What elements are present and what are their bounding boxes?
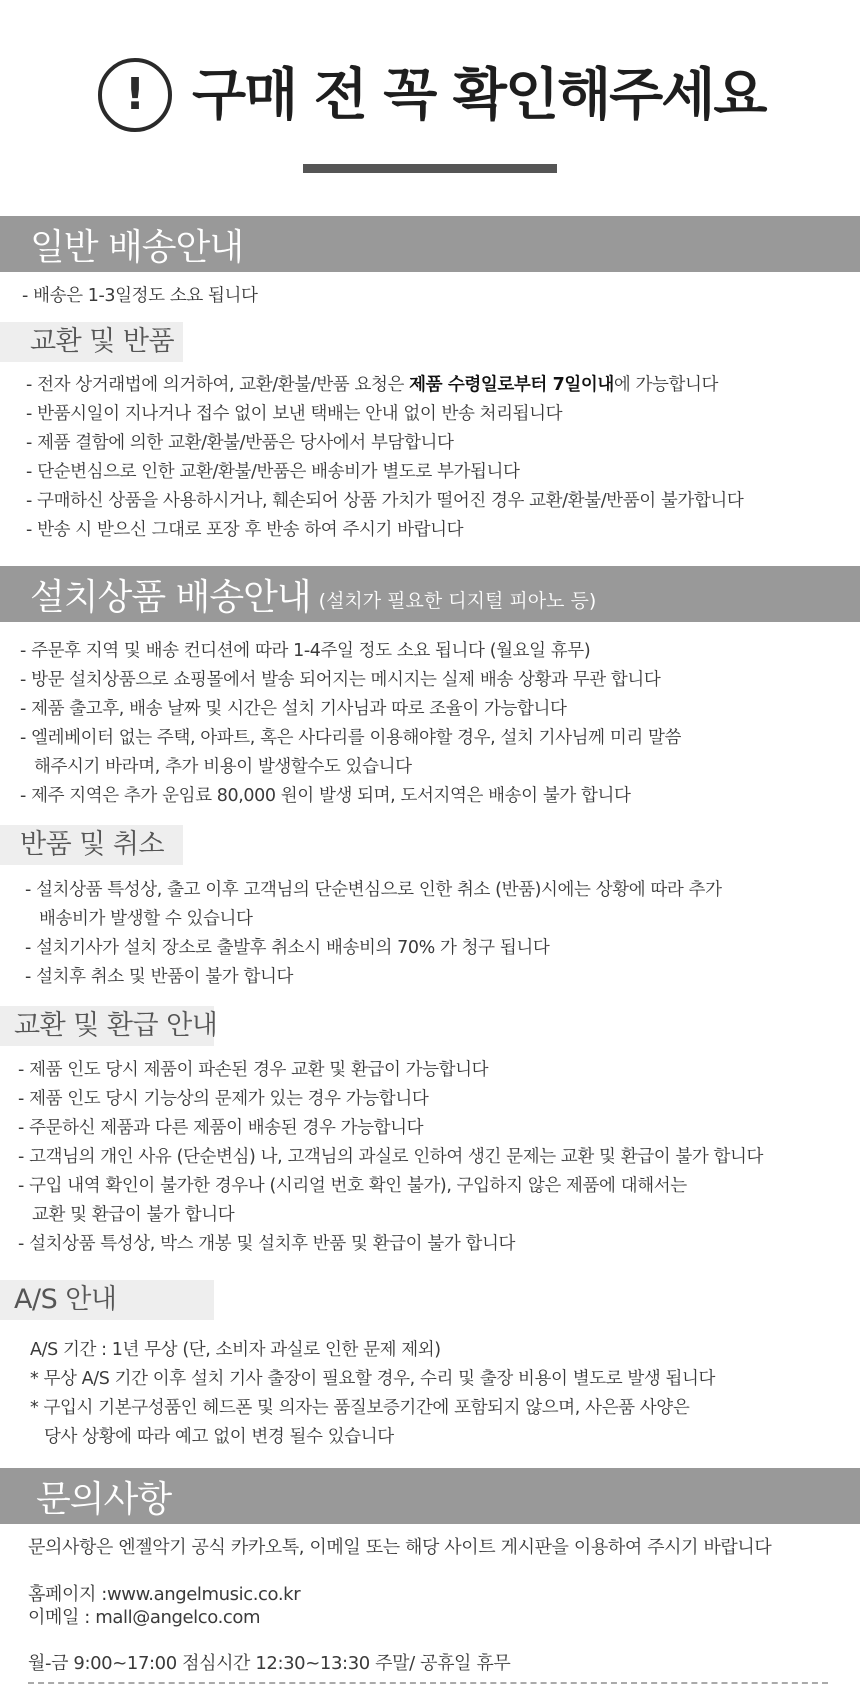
as-list: [30, 1336, 715, 1452]
section-title: 교환 및 환급 안내: [14, 1010, 218, 1041]
list-item: - 구입 내역 확인이 불가한 경우나 (시리얼 번호 확인 불가), 구입하지 않은 제품에 대해서는: [18, 1176, 687, 1196]
list-item: * 구입시 기본구성품인 헤드폰 및 의자는 품질보증기간에 포함되지 않으며, 사은품 사양은: [30, 1398, 690, 1418]
list-item: - 고객님의 개인 사유 (단순변심) 나, 고객님의 과실로 인하여 생긴 문제는 교환 및 환급이 불가 합니다: [18, 1147, 764, 1167]
list-item: - 설치기사가 설치 장소로 출발후 취소시 배송비의 70% 가 청구 됩니다: [25, 938, 550, 958]
list-item: - 설치상품 특성상, 출고 이후 고객님의 단순변심으로 인한 취소 (반품)시에는 상황에 따라 추가: [25, 880, 722, 900]
section-install-shipping-header: [0, 566, 860, 622]
notice-header: [0, 0, 860, 200]
list-item: [26, 371, 743, 400]
section-as-header: [0, 1280, 214, 1320]
section-exchange-refund-header: [0, 1006, 218, 1046]
list-item: - 반품시일이 지나거나 접수 없이 보낸 택배는 안내 없이 반송 처리됩니다: [26, 404, 563, 424]
list-item-continued: 배송비가 발생할 수 있습니다: [39, 909, 253, 929]
exclamation-circle-icon: !: [98, 58, 172, 132]
list-item: - 제품 결함에 의한 교환/환불/반품은 당사에서 부담합니다: [26, 433, 454, 453]
exchange-refund-list: [18, 1056, 763, 1259]
list-item-continued: 당사 상황에 따라 예고 없이 변경 될수 있습니다: [44, 1427, 394, 1447]
list-item: - 구매하신 상품을 사용하시거나, 훼손되어 상품 가치가 떨어진 경우 교환/환불/반품이 불가합니다: [26, 491, 744, 511]
item-text: 에 가능합니다: [613, 375, 719, 395]
list-item: - 주문하신 제품과 다른 제품이 배송된 경우 가능합니다: [18, 1118, 424, 1138]
list-item: - 설치상품 특성상, 박스 개봉 및 설치후 반품 및 환급이 불가 합니다: [18, 1234, 515, 1254]
section-title: 교환 및 반품: [30, 326, 175, 357]
page-title: 구매 전 꼭 확인해주세요: [192, 63, 766, 128]
list-item: - 단순변심으로 인한 교환/환불/반품은 배송비가 별도로 부가됩니다: [26, 462, 520, 482]
exchange-return-list: [26, 371, 743, 545]
list-item: - 제품 인도 당시 제품이 파손된 경우 교환 및 환급이 가능합니다: [18, 1060, 489, 1080]
list-item: - 제품 출고후, 배송 날짜 및 시간은 설치 기사님과 따로 조율이 가능합니다: [20, 699, 567, 719]
list-item: - 제품 인도 당시 기능상의 문제가 있는 경우 가능합니다: [18, 1089, 429, 1109]
section-return-cancel-header: [0, 825, 183, 865]
list-item: - 주문후 지역 및 배송 컨디션에 따라 1-4주일 정도 소요 됩니다 (월요일 휴무): [20, 641, 591, 661]
item-text: - 전자 상거래법에 의거하여, 교환/환불/반품 요청은: [26, 375, 410, 395]
shipping-list: [22, 282, 258, 311]
list-item: - 방문 설치상품으로 쇼핑몰에서 발송 되어지는 메시지는 실제 배송 상황과 무관 합니다: [20, 670, 661, 690]
section-title: 문의사항: [36, 1478, 172, 1520]
section-title: 설치상품 배송안내: [30, 576, 311, 618]
list-item: - 배송은 1-3일정도 소요 됩니다: [22, 286, 258, 306]
contact-email: 이메일 : mall@angelco.com: [28, 1607, 261, 1628]
list-item: A/S 기간 : 1년 무상 (단, 소비자 과실로 인한 문제 제외): [30, 1340, 441, 1360]
contact-homepage: 홈페이지 :www.angelmusic.co.kr: [28, 1584, 301, 1605]
section-contact-header: [0, 1468, 860, 1524]
contact-hours: 월-금 9:00~17:00 점심시간 12:30~13:30 주말/ 공휴일 휴무: [28, 1653, 511, 1674]
title-underline: [303, 164, 557, 173]
list-item: - 설치후 취소 및 반품이 불가 합니다: [25, 967, 293, 987]
contact-intro: 문의사항은 엔젤악기 공식 카카오톡, 이메일 또는 해당 사이트 게시판을 이용하여 주시기 바랍니다: [28, 1537, 772, 1558]
list-item: * 무상 A/S 기간 이후 설치 기사 출장이 필요할 경우, 수리 및 출장 비용이 별도로 발생 됩니다: [30, 1369, 716, 1389]
footer-divider: [28, 1682, 828, 1684]
section-title: A/S 안내: [14, 1284, 117, 1315]
section-exchange-return-header: [0, 322, 183, 362]
list-item-continued: 해주시기 바라며, 추가 비용이 발생할수도 있습니다: [34, 757, 412, 777]
section-subtitle: (설치가 필요한 디지털 피아노 등): [318, 589, 597, 612]
emphasis-text: 제품 수령일로부터 7일이내: [409, 375, 614, 395]
section-shipping-header: [0, 216, 860, 272]
section-title: 일반 배송안내: [30, 226, 244, 268]
section-title: 반품 및 취소: [20, 829, 165, 860]
list-item: - 제주 지역은 추가 운임료 80,000 원이 발생 되며, 도서지역은 배송이 불가 합니다: [20, 786, 631, 806]
list-item: - 엘레베이터 없는 주택, 아파트, 혹은 사다리를 이용해야할 경우, 설치 기사님께 미리 말씀: [20, 728, 682, 748]
list-item: - 반송 시 받으신 그대로 포장 후 반송 하여 주시기 바랍니다: [26, 520, 464, 540]
return-cancel-list: [25, 876, 722, 992]
install-shipping-list: [20, 637, 681, 811]
list-item-continued: 교환 및 환급이 불가 합니다: [32, 1205, 235, 1225]
